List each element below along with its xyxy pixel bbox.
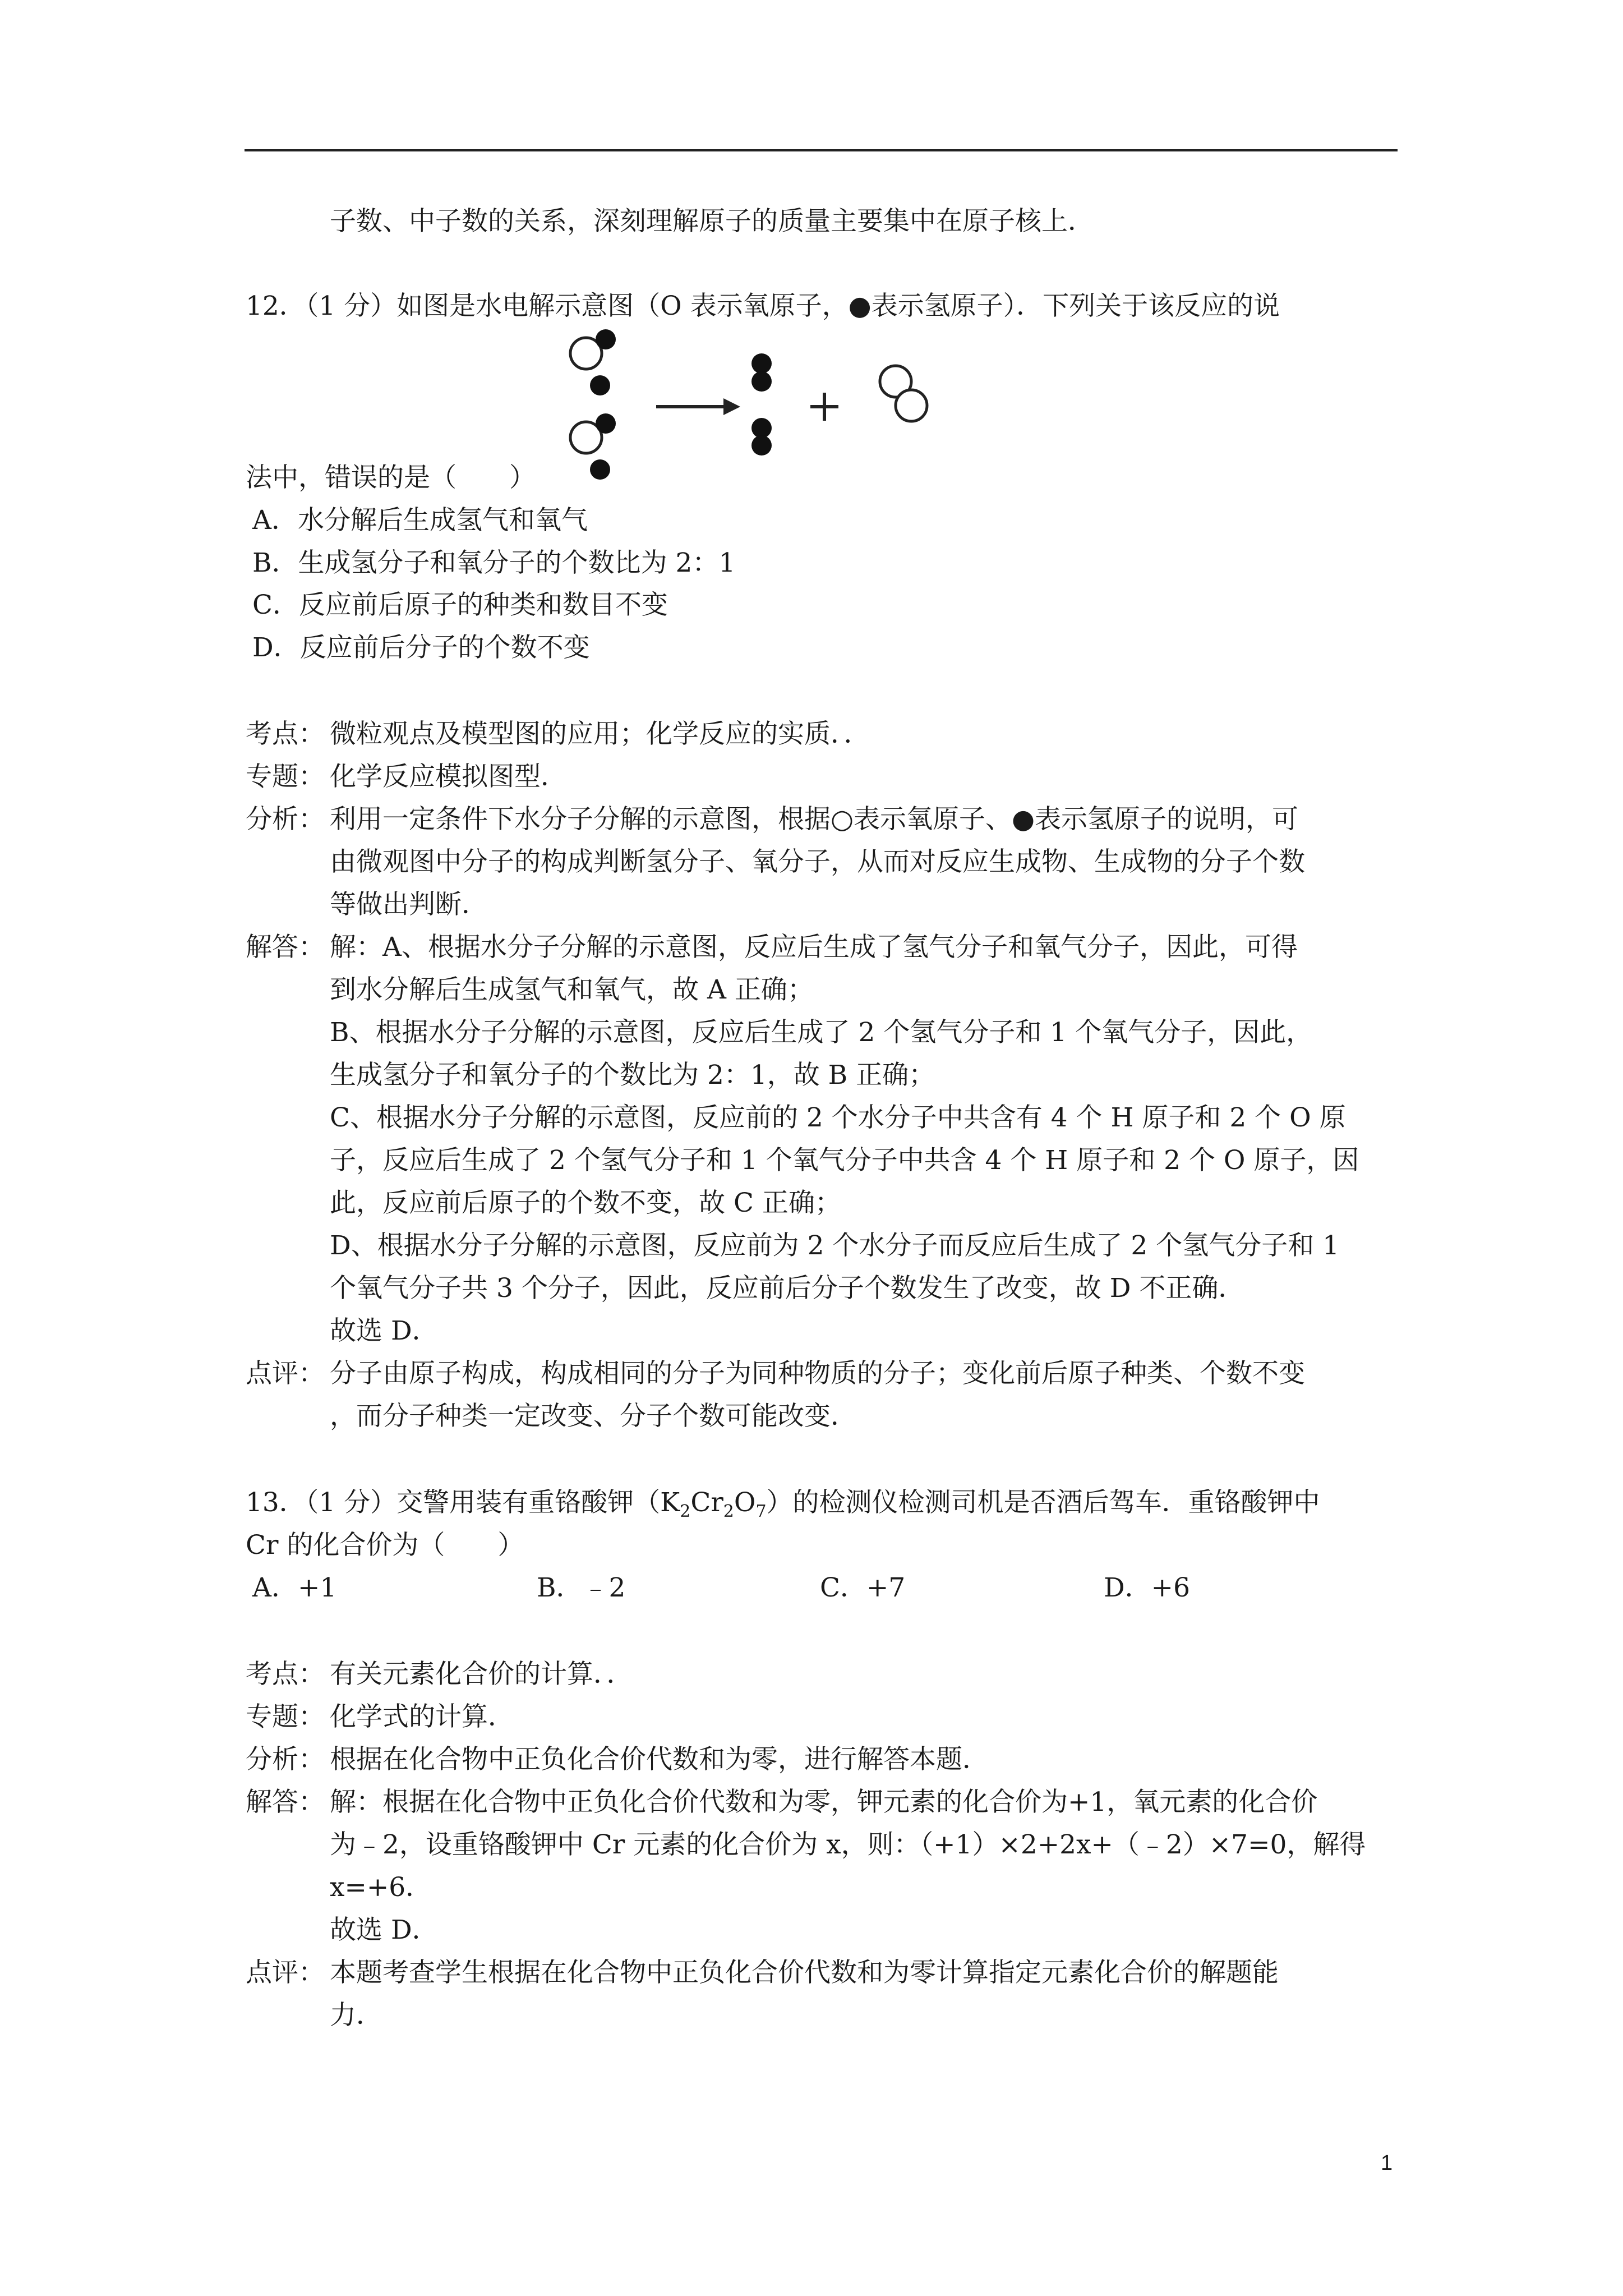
q12-jieda-line: 个氧气分子共 3 个分子，因此，反应前后分子个数发生了改变，故 D 不正确．: [330, 1273, 1245, 1304]
q13-fenxi: 根据在化合物中正负化合价代数和为零，进行解答本题．: [330, 1744, 989, 1775]
q13-fenxi-label: 分析：: [246, 1744, 325, 1775]
q13-zhuanti: 化学式的计算．: [330, 1701, 514, 1732]
q12-jieda-label: 解答：: [246, 932, 325, 963]
q12-jieda-line: 解：A、根据水分子分解的示意图，反应后生成了氢气分子和氧气分子，因此，可得: [330, 932, 1298, 963]
q13-jieda-line: 故选 D．: [330, 1915, 439, 1945]
q13-jieda-line: 为﹣2，设重铬酸钾中 Cr 元素的化合价为 x，则：（+1）×2+2x+（﹣2）×7=0，解得: [330, 1829, 1366, 1860]
q12-jieda-line: 生成氢分子和氧分子的个数比为 2：1，故 B 正确；: [330, 1060, 935, 1091]
hydrogen-atom-icon: [590, 375, 610, 395]
hydrogen-atom-icon: [751, 418, 772, 438]
q12-fenxi-label: 分析：: [246, 804, 325, 835]
q12-jieda-line: 故选 D．: [330, 1315, 439, 1346]
q13-jieda-line: x=+6．: [330, 1872, 432, 1903]
q12-kaodian: 微粒观点及模型图的应用；化学反应的实质．．: [330, 719, 870, 749]
q12-zhuanti-label: 专题：: [246, 761, 325, 792]
q13-stem-line2: Cr 的化合价为（ ）: [246, 1530, 524, 1561]
q12-option-c: C．反应前后原子的种类和数目不变: [252, 590, 668, 620]
hydrogen-atom-icon: [590, 459, 610, 480]
q13-stem-line1: 13．（1 分）交警用装有重铬酸钾$(K_2Cr_2O_7)$的检测仪检测司机是否酒后驾车．重铬酸钾中: [246, 1487, 1320, 1521]
q12-jieda-line: 子，反应后生成了 2 个氢气分子和 1 个氧气分子中共含 4 个 H 原子和 2 个 O 原子，因: [330, 1145, 1359, 1176]
hydrogen-atom-icon: [751, 371, 772, 392]
q12-option-b: B．生成氢分子和氧分子的个数比为 2：1: [252, 547, 736, 578]
q12-jieda-line: 此，反应前后原子的个数不变，故 C 正确；: [330, 1188, 841, 1218]
q13-zhuanti-label: 专题：: [246, 1701, 325, 1732]
q12-dianping-label: 点评：: [246, 1358, 325, 1389]
q13-kaodian: 有关元素化合价的计算．．: [330, 1659, 633, 1690]
q12-kaodian-label: 考点：: [246, 719, 325, 749]
q12-fenxi-line: 由微观图中分子的构成判断氢分子、氧分子，从而对反应生成物、生成物的分子个数: [330, 846, 1305, 877]
q12-option-a: A．水分解后生成氢气和氧气: [252, 505, 588, 536]
q12-stem-line1: 12．（1 分）如图是水电解示意图（O 表示氧原子，●表示氢原子）．下列关于该反应的说: [246, 291, 1280, 321]
q13-dianping-line: 本题考查学生根据在化合物中正负化合价代数和为零计算指定元素化合价的解题能: [330, 1957, 1279, 1988]
q12-dianping-line: ，而分子种类一定改变、分子个数可能改变．: [330, 1401, 857, 1432]
hydrogen-atom-icon: [751, 353, 772, 374]
q13-dianping-line: 力．: [330, 2000, 382, 2031]
q12-fenxi-line: 等做出判断．: [330, 889, 488, 920]
q13-dianping-label: 点评：: [246, 1957, 325, 1988]
q13-kaodian-label: 考点：: [246, 1659, 325, 1690]
continuation-text: 子数、中子数的关系，深刻理解原子的质量主要集中在原子核上．: [330, 206, 1094, 237]
header-rule: [245, 149, 1398, 151]
q12-fenxi-line: 利用一定条件下水分子分解的示意图，根据○表示氧原子、●表示氢原子的说明，可: [330, 804, 1299, 835]
hydrogen-atom-icon: [751, 435, 772, 455]
q13-jieda-label: 解答：: [246, 1787, 325, 1818]
q12-stem-line2: 法中，错误的是（ ）: [246, 462, 536, 493]
q12-option-d: D．反应前后分子的个数不变: [252, 632, 590, 663]
q12-jieda-line: B、根据水分子分解的示意图，反应后生成了 2 个氢气分子和 1 个氧气分子，因此，: [330, 1017, 1313, 1048]
q13-jieda-line: 解：根据在化合物中正负化合价代数和为零，钾元素的化合价为+1，氧元素的化合价: [330, 1787, 1318, 1818]
q12-jieda-line: 到水分解后生成氢气和氧气，故 A 正确；: [330, 974, 814, 1005]
q12-dianping-line: 分子由原子构成，构成相同的分子为同种物质的分子；变化前后原子种类、个数不变: [330, 1358, 1305, 1389]
q13-option-d: D．+6: [1104, 1572, 1190, 1603]
q12-zhuanti: 化学反应模拟图型．: [330, 761, 567, 792]
hydrogen-atom-icon: [596, 413, 616, 434]
q13-option-c: C．+7: [820, 1572, 906, 1603]
hydrogen-atom-icon: [596, 329, 616, 349]
oxygen-atom-icon: [896, 390, 927, 421]
water-electrolysis-diagram: [555, 325, 959, 488]
q12-jieda-line: C、根据水分子分解的示意图，反应前的 2 个水分子中共含有 4 个 H 原子和 2 个 O 原: [330, 1102, 1346, 1133]
q12-jieda-line: D、根据水分子分解的示意图，反应前为 2 个水分子而反应后生成了 2 个氢气分子和 1: [330, 1230, 1340, 1261]
q13-option-b: B．﹣2: [537, 1572, 626, 1603]
page-number: 1: [1381, 2151, 1393, 2175]
q13-option-a: A．+1: [252, 1572, 337, 1603]
